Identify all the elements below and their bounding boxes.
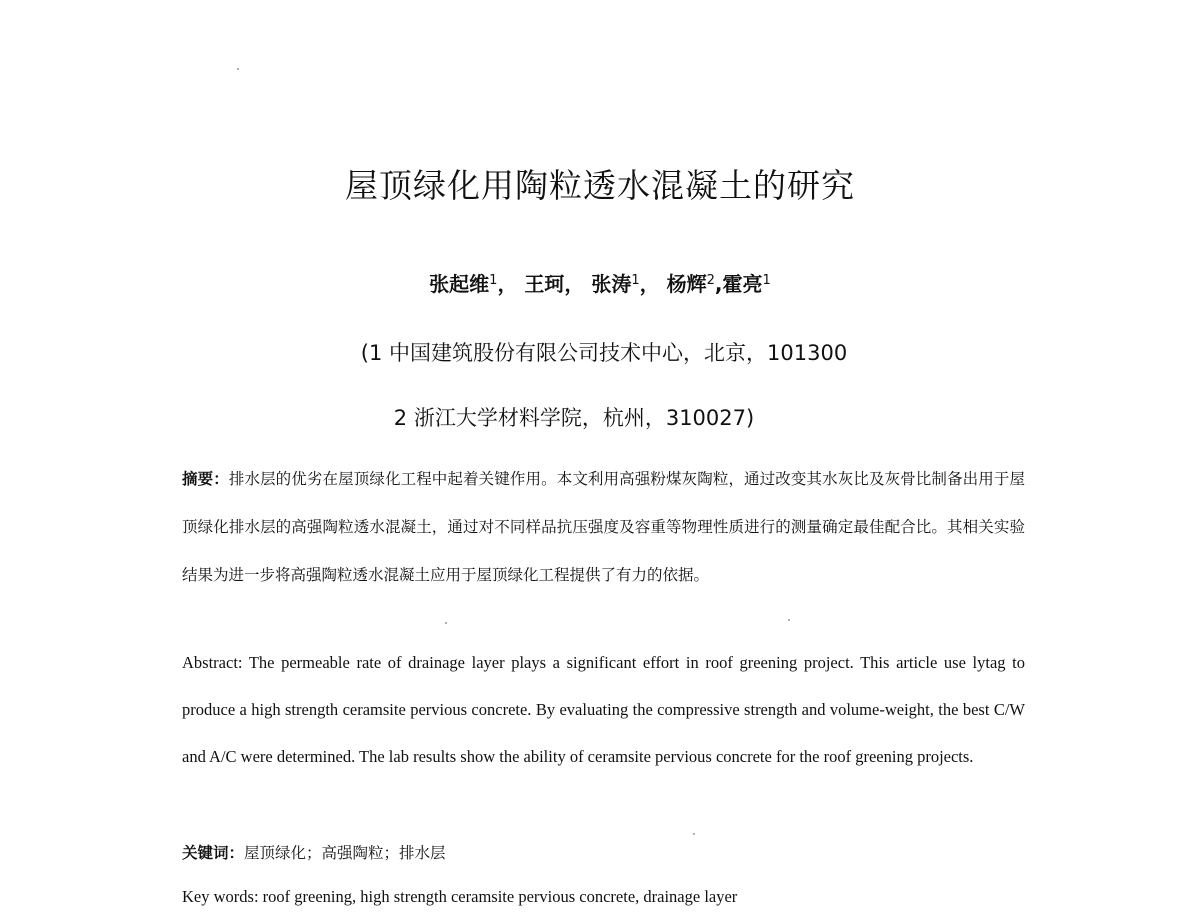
keywords-english-label: Key words: xyxy=(182,887,259,906)
author-name: 霍亮 xyxy=(722,272,763,296)
author-name: 王珂 xyxy=(524,272,565,296)
keywords-english-text: roof greening, high strength ceramsite pervious concrete, drainage layer xyxy=(262,887,738,906)
author-affiliation-mark: 1 xyxy=(631,273,640,288)
scan-speck xyxy=(788,619,790,621)
abstract-english-label: Abstract: xyxy=(182,653,243,672)
affiliation-1: (1 中国建筑股份有限公司技术中心，北京，101300 xyxy=(360,341,848,365)
author-name: 张起维 xyxy=(429,272,490,296)
abstract-english-text: The permeable rate of drainage layer plays a significant effort in roof greening project. This article use lytag to produce a high strength ceramsite pervious concrete. By evaluating the compressive strength and volume-weight, the best C/W and A/C were determined. The lab results show the ability of ceramsite pervious concrete for the roof greening projects. xyxy=(182,653,1026,766)
author-name: 杨辉 xyxy=(666,272,707,296)
author-name: 张涛 xyxy=(591,272,632,296)
author-separator: ， xyxy=(497,272,518,296)
keywords-chinese xyxy=(182,831,1025,875)
abstract-chinese-text: 排水层的优劣在屋顶绿化工程中起着关键作用。本文利用高强粉煤灰陶粒，通过改变其水灰比及灰骨比制备出用于屋顶绿化排水层的高强陶粒透水混凝土，通过对不同样品抗压强度及容重等物理性质进行的测量确定最佳配合比。其相关实验结果为进一步将高强陶粒透水混凝土应用于屋顶绿化工程提供了有力的依据。 xyxy=(182,470,1025,584)
scan-speck xyxy=(237,68,239,70)
author-separator: , xyxy=(714,272,723,296)
affiliation-2: 2 浙江大学材料学院，杭州，310027) xyxy=(393,406,755,430)
abstract-chinese xyxy=(182,455,1025,599)
abstract-english xyxy=(182,639,1025,780)
scan-speck xyxy=(445,622,447,624)
author-affiliation-mark: 2 xyxy=(706,273,715,288)
abstract-chinese-label: 摘要： xyxy=(182,469,229,488)
author-list xyxy=(0,268,1200,297)
author-separator: ， xyxy=(564,272,585,296)
author-affiliation-mark: 1 xyxy=(489,273,498,288)
author-separator: ， xyxy=(639,272,660,296)
paper-title: 屋顶绿化用陶粒透水混凝土的研究 xyxy=(345,166,855,205)
keywords-english xyxy=(182,877,1025,917)
keywords-chinese-text: 屋顶绿化；高强陶粒；排水层 xyxy=(244,844,446,862)
author-affiliation-mark: 1 xyxy=(762,273,771,288)
keywords-chinese-label: 关键词： xyxy=(182,843,245,862)
